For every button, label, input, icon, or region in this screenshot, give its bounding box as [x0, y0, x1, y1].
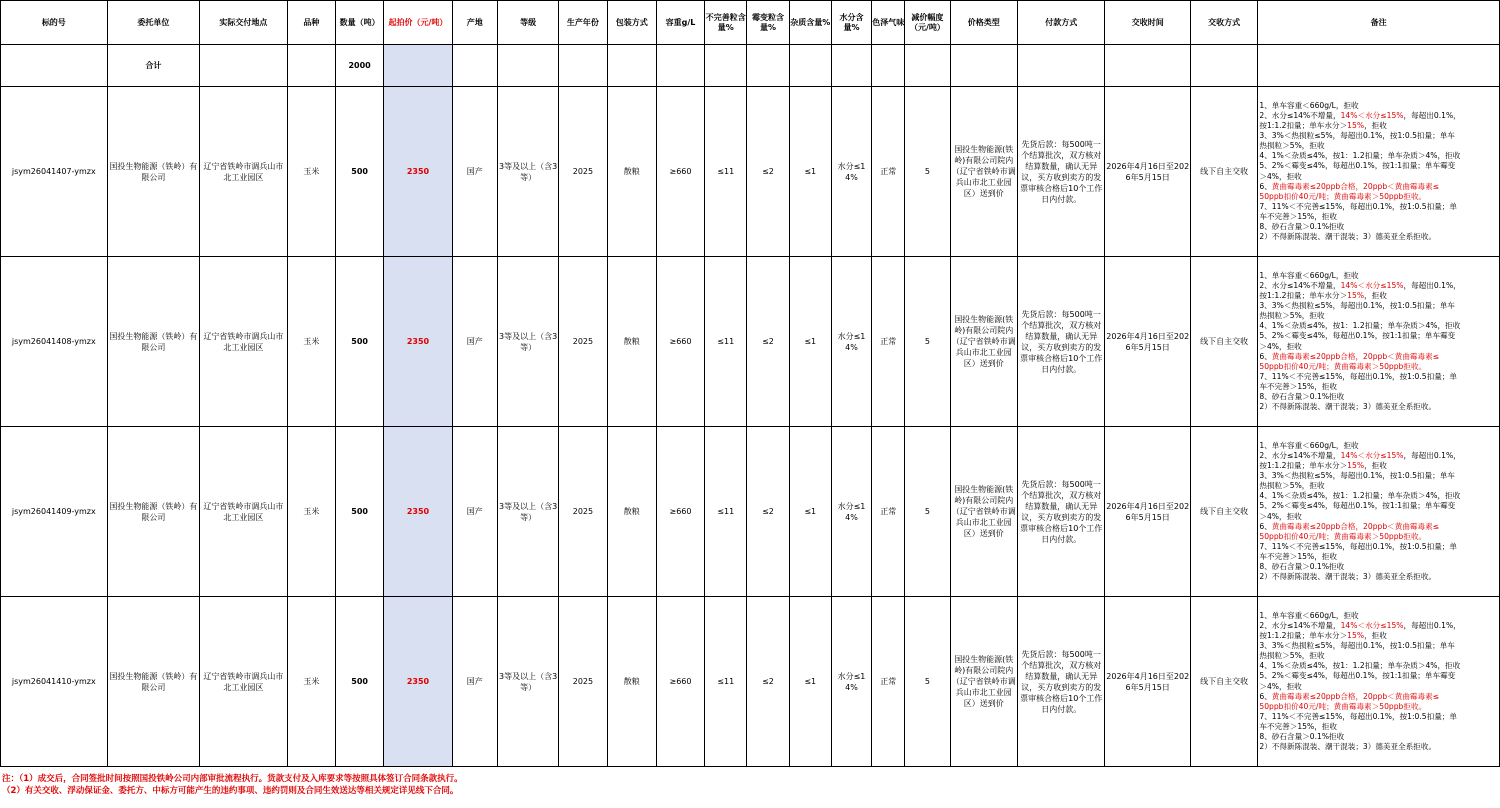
cell-imperfect: ≤11 — [705, 597, 747, 767]
remarks-line — [1259, 461, 1498, 471]
cell-color: 正常 — [872, 257, 905, 427]
total-empty — [1, 45, 108, 87]
remarks-segment: 2、水分≤14%不增量， — [1259, 450, 1341, 460]
remarks-segment: 7、11%＜不完善≤15%，每超出0.1%，按1:0.5扣量；单 — [1259, 371, 1457, 381]
table-row — [1, 257, 1500, 427]
remarks-segment: 车不完善＞15%，拒收 — [1259, 211, 1337, 221]
total-empty — [384, 45, 452, 87]
cell-lot-no: jsym26041410-ymzx — [1, 597, 108, 767]
remarks-line — [1259, 572, 1498, 582]
remarks-segment: 14%＜水分≤15% — [1340, 450, 1404, 460]
cell-year: 2025 — [559, 87, 607, 257]
remarks-segment: 8、砂石含量＞0.1%拒收 — [1259, 731, 1345, 741]
remarks-line — [1259, 702, 1498, 712]
remarks-line — [1259, 291, 1498, 301]
header-price: 起拍价（元/吨） — [384, 1, 452, 45]
remarks-line — [1259, 611, 1498, 621]
remarks-line — [1259, 192, 1498, 202]
remarks-line — [1259, 141, 1498, 151]
remarks-segment: 3、3%＜热损粒≤5%，每超出0.1%，按1:0.5扣量；单车 — [1259, 131, 1455, 141]
cell-client: 国投生物能源（铁岭）有限公司 — [107, 87, 200, 257]
remarks-segment: 按1:1.2扣量；单车水分＞ — [1259, 461, 1348, 471]
remarks-segment: 4、1%＜杂质≤4%，按1：1.2扣量；单车杂质＞4%，拒收 — [1259, 491, 1461, 501]
cell-color: 正常 — [872, 597, 905, 767]
header-delivery-mode: 交收方式 — [1190, 1, 1257, 45]
remarks-segment: ，每超出0.1%， — [1403, 280, 1461, 290]
remarks-segment: 50ppb扣价40元/吨；黄曲霉毒素＞50ppb拒收。 — [1259, 361, 1427, 371]
total-empty — [200, 45, 288, 87]
remarks-line — [1259, 101, 1498, 111]
remarks-line — [1259, 621, 1498, 631]
remarks-segment: 50ppb扣价40元/吨；黄曲霉毒素＞50ppb拒收。 — [1259, 191, 1427, 201]
header-client: 委托单位 — [107, 1, 200, 45]
cell-grade: 3等及以上（含3等） — [497, 257, 558, 427]
remarks-segment: 6、 — [1259, 691, 1272, 701]
cell-price-type: 国投生物能源(铁岭)有限公司院内（辽宁省铁岭市调兵山市北工业园区）送到价 — [950, 257, 1017, 427]
header-grade: 等级 — [497, 1, 558, 45]
cell-mold: ≤2 — [747, 427, 789, 597]
cell-lot-no: jsym26041407-ymzx — [1, 87, 108, 257]
cell-remarks — [1258, 87, 1500, 257]
cell-price: 2350 — [384, 87, 452, 257]
cell-pack: 散粮 — [607, 257, 656, 427]
remarks-segment: 黄曲霉毒素≤20ppb合格，20ppb＜黄曲霉毒素≤ — [1271, 181, 1440, 191]
remarks-line — [1259, 481, 1498, 491]
cell-impurity: ≤1 — [789, 87, 831, 257]
remarks-segment: 5、2%＜霉变≤4%，每超出0.1%，按1:1扣量；单车霉变 — [1259, 161, 1456, 171]
cell-mold: ≤2 — [747, 597, 789, 767]
remarks-segment: 按1:1.2扣量；单车水分＞ — [1259, 291, 1348, 301]
remarks-segment: ＞4%，拒收 — [1259, 511, 1302, 521]
cell-decrement: 5 — [905, 597, 950, 767]
cell-price-type: 国投生物能源(铁岭)有限公司院内（辽宁省铁岭市调兵山市北工业园区）送到价 — [950, 87, 1017, 257]
remarks-line — [1259, 352, 1498, 362]
total-empty — [905, 45, 950, 87]
remarks-segment: 14%＜水分≤15% — [1340, 110, 1404, 120]
cell-origin: 国产 — [452, 257, 497, 427]
remarks-line — [1259, 311, 1498, 321]
cell-impurity: ≤1 — [789, 257, 831, 427]
remarks-segment: 车不完善＞15%，拒收 — [1259, 551, 1337, 561]
cell-variety: 玉米 — [287, 597, 335, 767]
remarks-line — [1259, 271, 1498, 281]
cell-mold: ≤2 — [747, 257, 789, 427]
total-empty — [705, 45, 747, 87]
header-impurity: 杂质含量% — [789, 1, 831, 45]
cell-impurity: ≤1 — [789, 597, 831, 767]
total-empty — [607, 45, 656, 87]
cell-decrement: 5 — [905, 257, 950, 427]
remarks-segment: 按1:1.2扣量；单车水分＞ — [1259, 631, 1348, 641]
remarks-segment: 热损粒＞5%，拒收 — [1259, 481, 1325, 491]
remarks-segment: 3、3%＜热损粒≤5%，每超出0.1%，按1:0.5扣量；单车 — [1259, 301, 1455, 311]
table-row — [1, 87, 1500, 257]
cell-price: 2350 — [384, 257, 452, 427]
remarks-line — [1259, 212, 1498, 222]
remarks-segment: 8、砂石含量＞0.1%拒收 — [1259, 221, 1345, 231]
remarks-line — [1259, 712, 1498, 722]
total-qty: 2000 — [335, 45, 383, 87]
remarks-line — [1259, 321, 1498, 331]
remarks-line — [1259, 281, 1498, 291]
cell-lot-no: jsym26041408-ymzx — [1, 257, 108, 427]
cell-payment: 先货后款：每500吨一个结算批次，双方核对结算数量，确认无异议，买方收到卖方的发票审核合格后10个工作日内付款。 — [1017, 597, 1105, 767]
cell-qty: 500 — [335, 597, 383, 767]
remarks-segment: 15% — [1347, 461, 1365, 471]
total-empty — [1190, 45, 1257, 87]
cell-moisture: 水分≤14% — [831, 427, 871, 597]
total-empty — [1017, 45, 1105, 87]
remarks-segment: ＞4%，拒收 — [1259, 681, 1302, 691]
total-empty — [1258, 45, 1500, 87]
remarks-line — [1259, 382, 1498, 392]
cell-delivery-mode: 线下自主交收 — [1190, 427, 1257, 597]
remarks-segment: 2、水分≤14%不增量， — [1259, 110, 1341, 120]
cell-impurity: ≤1 — [789, 427, 831, 597]
remarks-line — [1259, 232, 1498, 242]
remarks-line — [1259, 301, 1498, 311]
header-payment: 付款方式 — [1017, 1, 1105, 45]
remarks-segment: 7、11%＜不完善≤15%，每超出0.1%，按1:0.5扣量；单 — [1259, 201, 1457, 211]
cell-imperfect: ≤11 — [705, 257, 747, 427]
remarks-segment: 1、单车容重＜660g/L，拒收 — [1259, 100, 1359, 110]
footnote-line-2: （2）有关交收、浮动保证金、委托方、中标方可能产生的违约事项、违约罚则及合同生效送达等相关规定详见线下合同。 — [2, 786, 459, 796]
cell-decrement: 5 — [905, 427, 950, 597]
remarks-line — [1259, 182, 1498, 192]
cell-mold: ≤2 — [747, 87, 789, 257]
remarks-line — [1259, 501, 1498, 511]
cell-delivery-time: 2026年4月16日至2026年5月15日 — [1105, 257, 1191, 427]
remarks-segment: 8、砂石含量＞0.1%拒收 — [1259, 561, 1345, 571]
remarks-line — [1259, 532, 1498, 542]
total-empty — [1105, 45, 1191, 87]
remarks-segment: 1、单车容重＜660g/L，拒收 — [1259, 610, 1359, 620]
remarks-line — [1259, 661, 1498, 671]
remarks-line — [1259, 441, 1498, 451]
header-delivery-time: 交收时间 — [1105, 1, 1191, 45]
total-empty — [287, 45, 335, 87]
remarks-segment: ，拒收 — [1364, 631, 1387, 641]
remarks-segment: 6、 — [1259, 521, 1272, 531]
remarks-line — [1259, 692, 1498, 702]
footnote-line-1: 注：（1）成交后，合同签批时间按照国投铁岭公司内部审批流程执行。货款支付及入库要求等按照具体签订合同条款执行。 — [2, 774, 463, 784]
remarks-line — [1259, 471, 1498, 481]
remarks-line — [1259, 342, 1498, 352]
remarks-segment: 14%＜水分≤15% — [1340, 620, 1404, 630]
table-row — [1, 597, 1500, 767]
cell-delivery-mode: 线下自主交收 — [1190, 257, 1257, 427]
cell-color: 正常 — [872, 427, 905, 597]
remarks-segment: 黄曲霉毒素≤20ppb合格，20ppb＜黄曲霉毒素≤ — [1271, 691, 1440, 701]
total-row — [1, 45, 1500, 87]
remarks-line — [1259, 512, 1498, 522]
remarks-segment: ，每超出0.1%， — [1403, 110, 1461, 120]
remarks-segment: 15% — [1347, 121, 1365, 131]
remarks-line — [1259, 131, 1498, 141]
cell-year: 2025 — [559, 427, 607, 597]
cell-delivery-mode: 线下自主交收 — [1190, 597, 1257, 767]
remarks-line — [1259, 222, 1498, 232]
cell-pack: 散粮 — [607, 427, 656, 597]
cell-pack: 散粮 — [607, 87, 656, 257]
cell-qty: 500 — [335, 427, 383, 597]
table-row — [1, 427, 1500, 597]
header-imperfect: 不完善粒含量% — [705, 1, 747, 45]
remarks-segment: 2）不得新陈混装、潮干混装；3）德美亚全系拒收。 — [1259, 232, 1437, 242]
remarks-segment: 7、11%＜不完善≤15%，每超出0.1%，按1:0.5扣量；单 — [1259, 711, 1457, 721]
remarks-line — [1259, 491, 1498, 501]
header-decrement: 减价幅度（元/吨） — [905, 1, 950, 45]
cell-lot-no: jsym26041409-ymzx — [1, 427, 108, 597]
remarks-line — [1259, 202, 1498, 212]
remarks-segment: 热损粒＞5%，拒收 — [1259, 141, 1325, 151]
cell-variety: 玉米 — [287, 257, 335, 427]
remarks-line — [1259, 392, 1498, 402]
remarks-segment: 热损粒＞5%，拒收 — [1259, 311, 1325, 321]
remarks-segment: 50ppb扣价40元/吨；黄曲霉毒素＞50ppb拒收。 — [1259, 531, 1427, 541]
total-empty — [656, 45, 704, 87]
cell-delivery-time: 2026年4月16日至2026年5月15日 — [1105, 597, 1191, 767]
cell-payment: 先货后款：每500吨一个结算批次，双方核对结算数量，确认无异议，买方收到卖方的发票审核合格后10个工作日内付款。 — [1017, 87, 1105, 257]
cell-variety: 玉米 — [287, 427, 335, 597]
remarks-segment: 1、单车容重＜660g/L，拒收 — [1259, 440, 1359, 450]
remarks-segment: 按1:1.2扣量；单车水分＞ — [1259, 121, 1348, 131]
total-empty — [831, 45, 871, 87]
cell-grade: 3等及以上（含3等） — [497, 597, 558, 767]
cell-pack: 散粮 — [607, 597, 656, 767]
remarks-line — [1259, 121, 1498, 131]
remarks-segment: 2、水分≤14%不增量， — [1259, 620, 1341, 630]
total-empty — [559, 45, 607, 87]
cell-remarks — [1258, 597, 1500, 767]
remarks-line — [1259, 172, 1498, 182]
cell-price: 2350 — [384, 427, 452, 597]
remarks-segment: ，拒收 — [1364, 461, 1387, 471]
remarks-segment: 5、2%＜霉变≤4%，每超出0.1%，按1:1扣量；单车霉变 — [1259, 671, 1456, 681]
cell-delivery: 辽宁省铁岭市调兵山市北工业园区 — [200, 257, 288, 427]
cell-delivery-time: 2026年4月16日至2026年5月15日 — [1105, 87, 1191, 257]
remarks-line — [1259, 641, 1498, 651]
remarks-line — [1259, 362, 1498, 372]
remarks-segment: 5、2%＜霉变≤4%，每超出0.1%，按1:1扣量；单车霉变 — [1259, 331, 1456, 341]
cell-variety: 玉米 — [287, 87, 335, 257]
cell-delivery-time: 2026年4月16日至2026年5月15日 — [1105, 427, 1191, 597]
remarks-line — [1259, 522, 1498, 532]
total-label: 合计 — [107, 45, 200, 87]
cell-qty: 500 — [335, 87, 383, 257]
cell-price-type: 国投生物能源(铁岭)有限公司院内（辽宁省铁岭市调兵山市北工业园区）送到价 — [950, 597, 1017, 767]
remarks-segment: ，每超出0.1%， — [1403, 620, 1461, 630]
cell-client: 国投生物能源（铁岭）有限公司 — [107, 257, 200, 427]
remarks-segment: 黄曲霉毒素≤20ppb合格，20ppb＜黄曲霉毒素≤ — [1271, 351, 1440, 361]
remarks-segment: 2）不得新陈混装、潮干混装；3）德美亚全系拒收。 — [1259, 402, 1437, 412]
remarks-line — [1259, 552, 1498, 562]
remarks-line — [1259, 682, 1498, 692]
remarks-segment: 车不完善＞15%，拒收 — [1259, 381, 1337, 391]
cell-year: 2025 — [559, 597, 607, 767]
header-price-type: 价格类型 — [950, 1, 1017, 45]
remarks-line — [1259, 742, 1498, 752]
remarks-segment: ，拒收 — [1364, 121, 1387, 131]
cell-grade: 3等及以上（含3等） — [497, 427, 558, 597]
remarks-segment: 3、3%＜热损粒≤5%，每超出0.1%，按1:0.5扣量；单车 — [1259, 641, 1455, 651]
header-moisture: 水分含量% — [831, 1, 871, 45]
total-empty — [452, 45, 497, 87]
remarks-line — [1259, 631, 1498, 641]
cell-grade: 3等及以上（含3等） — [497, 87, 558, 257]
cell-payment: 先货后款：每500吨一个结算批次，双方核对结算数量，确认无异议，买方收到卖方的发票审核合格后10个工作日内付款。 — [1017, 257, 1105, 427]
remarks-line — [1259, 722, 1498, 732]
remarks-segment: 8、砂石含量＞0.1%拒收 — [1259, 391, 1345, 401]
cell-imperfect: ≤11 — [705, 87, 747, 257]
header-variety: 品种 — [287, 1, 335, 45]
remarks-segment: 3、3%＜热损粒≤5%，每超出0.1%，按1:0.5扣量；单车 — [1259, 471, 1455, 481]
header-origin: 产地 — [452, 1, 497, 45]
header-pack: 包装方式 — [607, 1, 656, 45]
cell-price-type: 国投生物能源(铁岭)有限公司院内（辽宁省铁岭市调兵山市北工业园区）送到价 — [950, 427, 1017, 597]
remarks-line — [1259, 651, 1498, 661]
header-density: 容重g/L — [656, 1, 704, 45]
cell-remarks — [1258, 257, 1500, 427]
cell-origin: 国产 — [452, 597, 497, 767]
remarks-line — [1259, 542, 1498, 552]
remarks-line — [1259, 451, 1498, 461]
cell-delivery: 辽宁省铁岭市调兵山市北工业园区 — [200, 427, 288, 597]
header-mold: 霉变粒含量% — [747, 1, 789, 45]
remarks-segment: 7、11%＜不完善≤15%，每超出0.1%，按1:0.5扣量；单 — [1259, 541, 1457, 551]
cell-qty: 500 — [335, 257, 383, 427]
total-empty — [747, 45, 789, 87]
header-row — [1, 1, 1500, 45]
cell-delivery-mode: 线下自主交收 — [1190, 87, 1257, 257]
cell-remarks — [1258, 427, 1500, 597]
cell-year: 2025 — [559, 257, 607, 427]
cell-origin: 国产 — [452, 427, 497, 597]
remarks-line — [1259, 562, 1498, 572]
remarks-segment: 2、水分≤14%不增量， — [1259, 280, 1341, 290]
cell-density: ≥660 — [656, 597, 704, 767]
cell-decrement: 5 — [905, 87, 950, 257]
cell-density: ≥660 — [656, 427, 704, 597]
cell-moisture: 水分≤14% — [831, 257, 871, 427]
cell-client: 国投生物能源（铁岭）有限公司 — [107, 427, 200, 597]
remarks-segment: ，每超出0.1%， — [1403, 450, 1461, 460]
total-empty — [872, 45, 905, 87]
total-empty — [950, 45, 1017, 87]
remarks-segment: 4、1%＜杂质≤4%，按1：1.2扣量；单车杂质＞4%，拒收 — [1259, 661, 1461, 671]
footnote — [0, 773, 1500, 797]
header-remarks: 备注 — [1258, 1, 1500, 45]
remarks-line — [1259, 372, 1498, 382]
header-year: 生产年份 — [559, 1, 607, 45]
remarks-line — [1259, 732, 1498, 742]
remarks-segment: 热损粒＞5%，拒收 — [1259, 651, 1325, 661]
remarks-segment: 2）不得新陈混装、潮干混装；3）德美亚全系拒收。 — [1259, 572, 1437, 582]
header-qty: 数量（吨） — [335, 1, 383, 45]
cell-density: ≥660 — [656, 87, 704, 257]
remarks-segment: 黄曲霉毒素≤20ppb合格，20ppb＜黄曲霉毒素≤ — [1271, 521, 1440, 531]
remarks-segment: 15% — [1347, 291, 1365, 301]
total-empty — [497, 45, 558, 87]
remarks-segment: ＞4%，拒收 — [1259, 341, 1302, 351]
remarks-segment: 4、1%＜杂质≤4%，按1：1.2扣量；单车杂质＞4%，拒收 — [1259, 321, 1461, 331]
remarks-segment: 15% — [1347, 631, 1365, 641]
total-empty — [789, 45, 831, 87]
remarks-segment: ＞4%，拒收 — [1259, 171, 1302, 181]
remarks-segment: 5、2%＜霉变≤4%，每超出0.1%，按1:1扣量；单车霉变 — [1259, 501, 1456, 511]
header-delivery: 实际交付地点 — [200, 1, 288, 45]
cell-moisture: 水分≤14% — [831, 597, 871, 767]
header-lot-no: 标的号 — [1, 1, 108, 45]
cell-moisture: 水分≤14% — [831, 87, 871, 257]
remarks-segment: ，拒收 — [1364, 291, 1387, 301]
remarks-segment: 2）不得新陈混装、潮干混装；3）德美亚全系拒收。 — [1259, 742, 1437, 752]
remarks-line — [1259, 671, 1498, 681]
remarks-segment: 14%＜水分≤15% — [1340, 280, 1404, 290]
cell-imperfect: ≤11 — [705, 427, 747, 597]
remarks-segment: 4、1%＜杂质≤4%，按1：1.2扣量；单车杂质＞4%，拒收 — [1259, 151, 1461, 161]
remarks-line — [1259, 402, 1498, 412]
remarks-line — [1259, 331, 1498, 341]
remarks-line — [1259, 151, 1498, 161]
cell-origin: 国产 — [452, 87, 497, 257]
cell-color: 正常 — [872, 87, 905, 257]
remarks-segment: 6、 — [1259, 181, 1272, 191]
remarks-line — [1259, 161, 1498, 171]
cell-client: 国投生物能源（铁岭）有限公司 — [107, 597, 200, 767]
cell-delivery: 辽宁省铁岭市调兵山市北工业园区 — [200, 87, 288, 257]
remarks-segment: 50ppb扣价40元/吨；黄曲霉毒素＞50ppb拒收。 — [1259, 701, 1427, 711]
cell-density: ≥660 — [656, 257, 704, 427]
cell-price: 2350 — [384, 597, 452, 767]
cell-delivery: 辽宁省铁岭市调兵山市北工业园区 — [200, 597, 288, 767]
cell-payment: 先货后款：每500吨一个结算批次，双方核对结算数量，确认无异议，买方收到卖方的发票审核合格后10个工作日内付款。 — [1017, 427, 1105, 597]
remarks-segment: 1、单车容重＜660g/L，拒收 — [1259, 270, 1359, 280]
remarks-segment: 6、 — [1259, 351, 1272, 361]
remarks-line — [1259, 111, 1498, 121]
header-color: 色泽气味 — [872, 1, 905, 45]
remarks-segment: 车不完善＞15%，拒收 — [1259, 721, 1337, 731]
